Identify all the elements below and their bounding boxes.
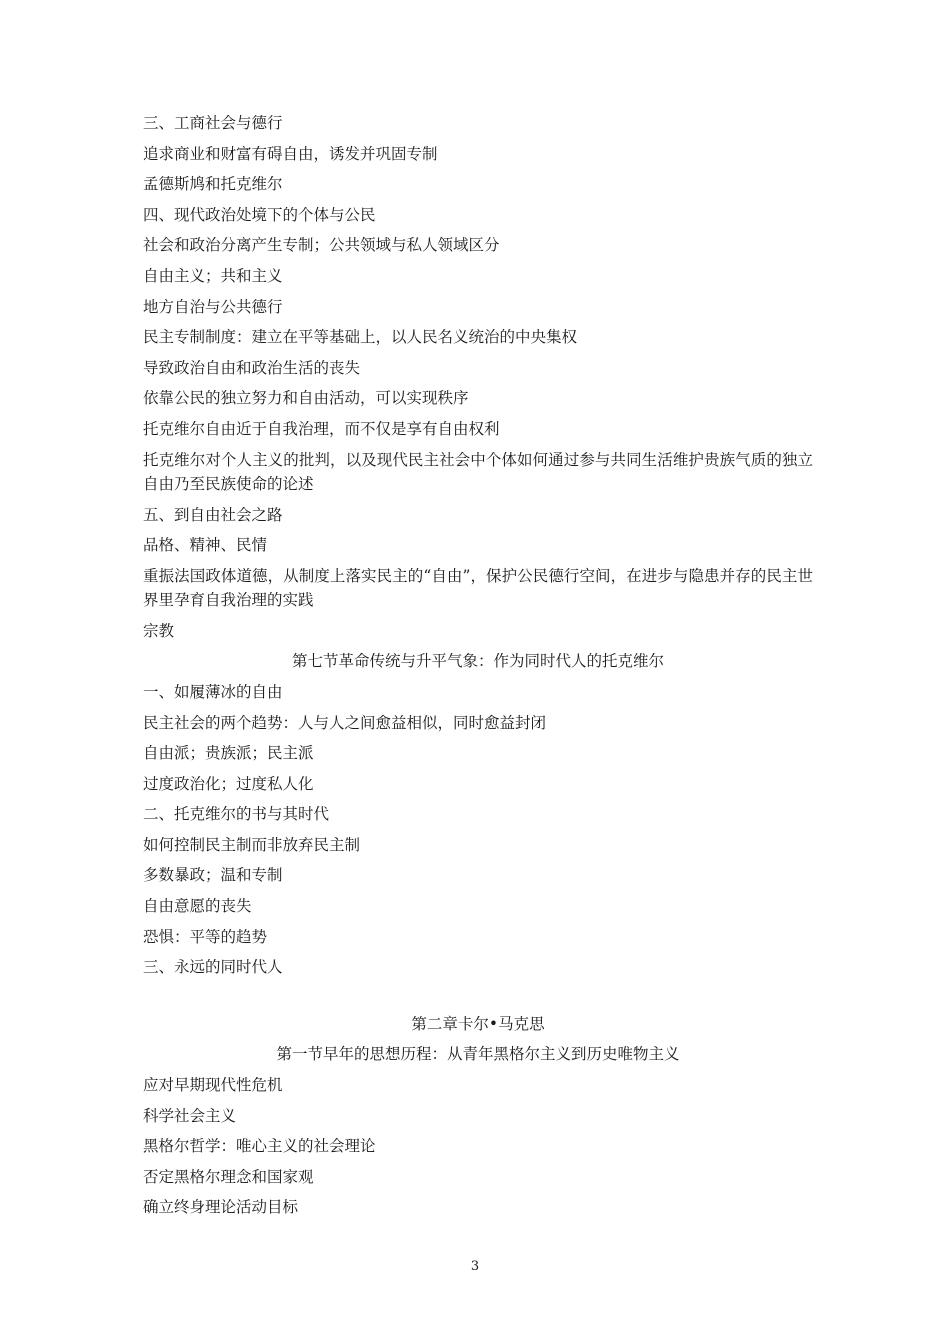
text-line: 科学社会主义 — [143, 1106, 237, 1125]
blank-spacer — [143, 983, 813, 1009]
text-line: 应对早期现代性危机 — [143, 1076, 283, 1095]
text-line: 恐惧：平等的趋势 — [143, 927, 268, 946]
text-line: 导致政治自由和政治生活的丧失 — [143, 358, 361, 377]
text-line: 否定黑格尔理念和国家观 — [143, 1167, 314, 1186]
text-line: 多数暴政；温和专制 — [143, 866, 283, 885]
text-line: 孟德斯鸠和托克维尔 — [143, 175, 283, 194]
text-line: 自由主义；共和主义 — [143, 266, 283, 285]
document-body — [143, 108, 813, 1223]
paragraph: 重振法国政体道德，从制度上落实民主的“自由”，保护公民德行空间，在进步与隐患并存的民主世界里孕育自我治理的实践 — [143, 566, 813, 609]
text-line: 如何控制民主制而非放弃民主制 — [143, 835, 361, 854]
section-heading: 第一节早年的思想历程：从青年黑格尔主义到历史唯物主义 — [276, 1045, 680, 1064]
text-line: 三、工商社会与德行 — [143, 114, 283, 132]
section-heading: 第七节革命传统与升平气象：作为同时代人的托克维尔 — [291, 652, 664, 671]
text-line: 社会和政治分离产生专制；公共领域与私人领域区分 — [143, 236, 500, 255]
text-line: 黑格尔哲学：唯心主义的社会理论 — [143, 1137, 376, 1156]
text-line: 依靠公民的独立努力和自由活动，可以实现秩序 — [143, 389, 469, 408]
text-line: 地方自治与公共德行 — [143, 297, 283, 316]
text-line: 一、如履薄冰的自由 — [143, 682, 283, 701]
paragraph: 托克维尔对个人主义的批判，以及现代民主社会中个体如何通过参与共同生活维护贵族气质的独立自由乃至民族使命的论述 — [143, 450, 813, 493]
chapter-heading: 第二章卡尔•马克思 — [411, 1014, 545, 1033]
text-line: 确立终身理论活动目标 — [143, 1198, 299, 1217]
text-line: 三、永远的同时代人 — [143, 958, 283, 977]
text-line: 追求商业和财富有碍自由，诱发并巩固专制 — [143, 144, 438, 163]
text-line: 品格、精神、民情 — [143, 536, 268, 555]
text-line: 四、现代政治处境下的个体与公民 — [143, 205, 376, 224]
text-line: 宗教 — [143, 621, 175, 640]
page-number: 3 — [470, 1259, 480, 1274]
text-line: 民主专制制度：建立在平等基础上，以人民名义统治的中央集权 — [143, 328, 578, 347]
text-line: 二、托克维尔的书与其时代 — [143, 805, 330, 824]
text-line: 过度政治化；过度私人化 — [143, 774, 314, 793]
text-line: 民主社会的两个趋势：人与人之间愈益相似，同时愈益封闭 — [143, 713, 547, 732]
text-line: 自由派；贵族派；民主派 — [143, 744, 314, 763]
text-line: 五、到自由社会之路 — [143, 505, 283, 524]
text-line: 托克维尔自由近于自我治理，而不仅是享有自由权利 — [143, 419, 500, 438]
text-line: 自由意愿的丧失 — [143, 897, 252, 916]
